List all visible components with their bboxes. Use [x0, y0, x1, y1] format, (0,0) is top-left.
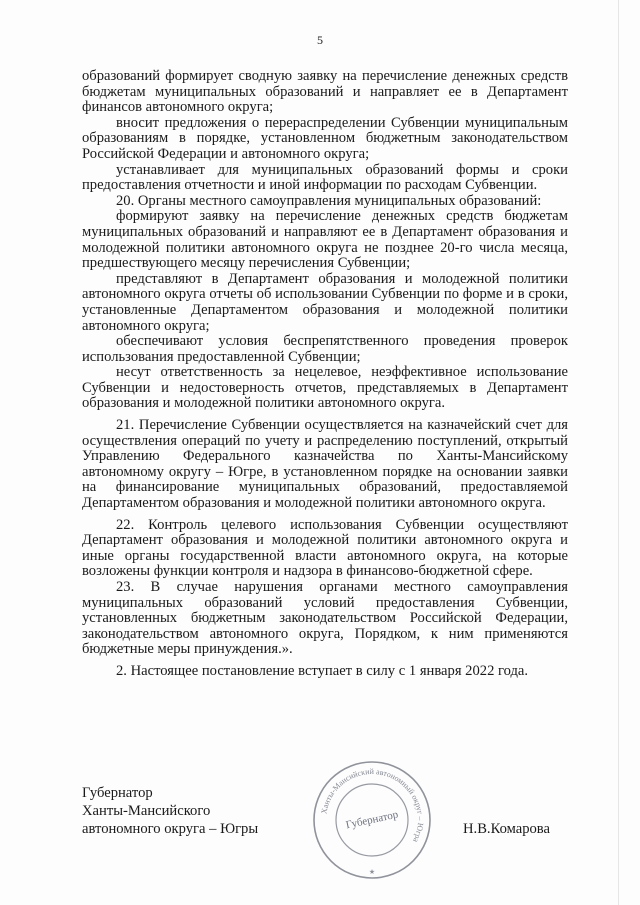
svg-text:★: ★ — [368, 868, 376, 876]
paragraph-effective-date: 2. Настоящее постановление вступает в силу с 1 января 2022 года. — [116, 662, 529, 679]
paragraph-21: 21. Перечисление Субвенции осуществляется на казначейский счет для осуществления операций по учету и распределению поступлений, открытый Управлению Федерального казначейства по Ханты-Мансийскому автономному округу – Югре, в установленном порядке на основании заявки на финансирование муниципальных образований, предоставляемой Департаментом образования и молодежной политики автономного округа. — [82, 417, 568, 512]
signatory-name: Н.В.Комарова — [463, 821, 550, 837]
signatory-title-line: Губернатор — [82, 785, 153, 801]
signatory-title-line: автономного округа – Югры — [82, 821, 259, 837]
paragraph-20-inspections: обеспечивают условия беспрепятственного проведения проверок использования предоставленной Субвенции; — [82, 333, 568, 365]
paragraph-20: 20. Органы местного самоуправления муниципальных образований: — [116, 192, 542, 209]
scan-edge — [618, 0, 619, 905]
paragraph-22: 22. Контроль целевого использования Субвенции осуществляют Департамент образования и молодежной политики автономного округа и иные органы государственной власти автономного округа, на которые возложены функции контроля и надзора в финансово-бюджетной сфере. — [82, 516, 568, 580]
paragraph-reporting-forms: устанавливает для муниципальных образований формы и сроки предоставления отчетности и иной информации по расходам Субвенции. — [82, 161, 568, 194]
signatory-title — [82, 784, 258, 838]
document-body — [82, 69, 568, 680]
paragraph-continuation: образований формирует сводную заявку на перечисление денежных средств бюджетам муниципальных образований и направляет ее в Департамент финансов автономного округа; — [82, 68, 568, 116]
paragraph-20-request: формируют заявку на перечисление денежных средств бюджетам муниципальных образований и направляют ее в Департамент образования и молодежной политики автономного округа не позднее 20-го числа месяца, предшествующего месяцу перечисления Субвенции; — [82, 208, 568, 272]
signatory-title-line: Ханты-Мансийского — [82, 803, 211, 819]
paragraph-23: 23. В случае нарушения органами местного самоуправления муниципальных образований условий предоставления Субвенции, установленных бюджетным законодательством Российской Федерации, законодательством автономного округа, Порядком, к ним применяются бюджетные меры принуждения.». — [82, 579, 568, 658]
page-number: 5 — [317, 33, 323, 47]
paragraph-20-reports: представляют в Департамент образования и молодежной политики автономного округа отчеты об использовании Субвенции по форме и в сроки, установленные Департаментом образования и молодежной политики автономного округа; — [82, 270, 568, 334]
svg-text:Ханты-Мансийский автономный ок: Ханты-Мансийский автономный округ – Югра — [319, 766, 426, 844]
paragraph-proposals: вносит предложения о перераспределении Субвенции муниципальным образованиям в порядке, установленном бюджетным законодательством Российской Федерации и автономного округа; — [82, 114, 568, 162]
paragraph-20-responsibility: несут ответственность за нецелевое, неэффективное использование Субвенции и недостоверность отчетов, представляемых в Департамент образования и молодежной политики автономного округа. — [82, 364, 568, 412]
official-stamp — [310, 758, 434, 882]
svg-text:Губернатор: Губернатор — [344, 808, 400, 832]
